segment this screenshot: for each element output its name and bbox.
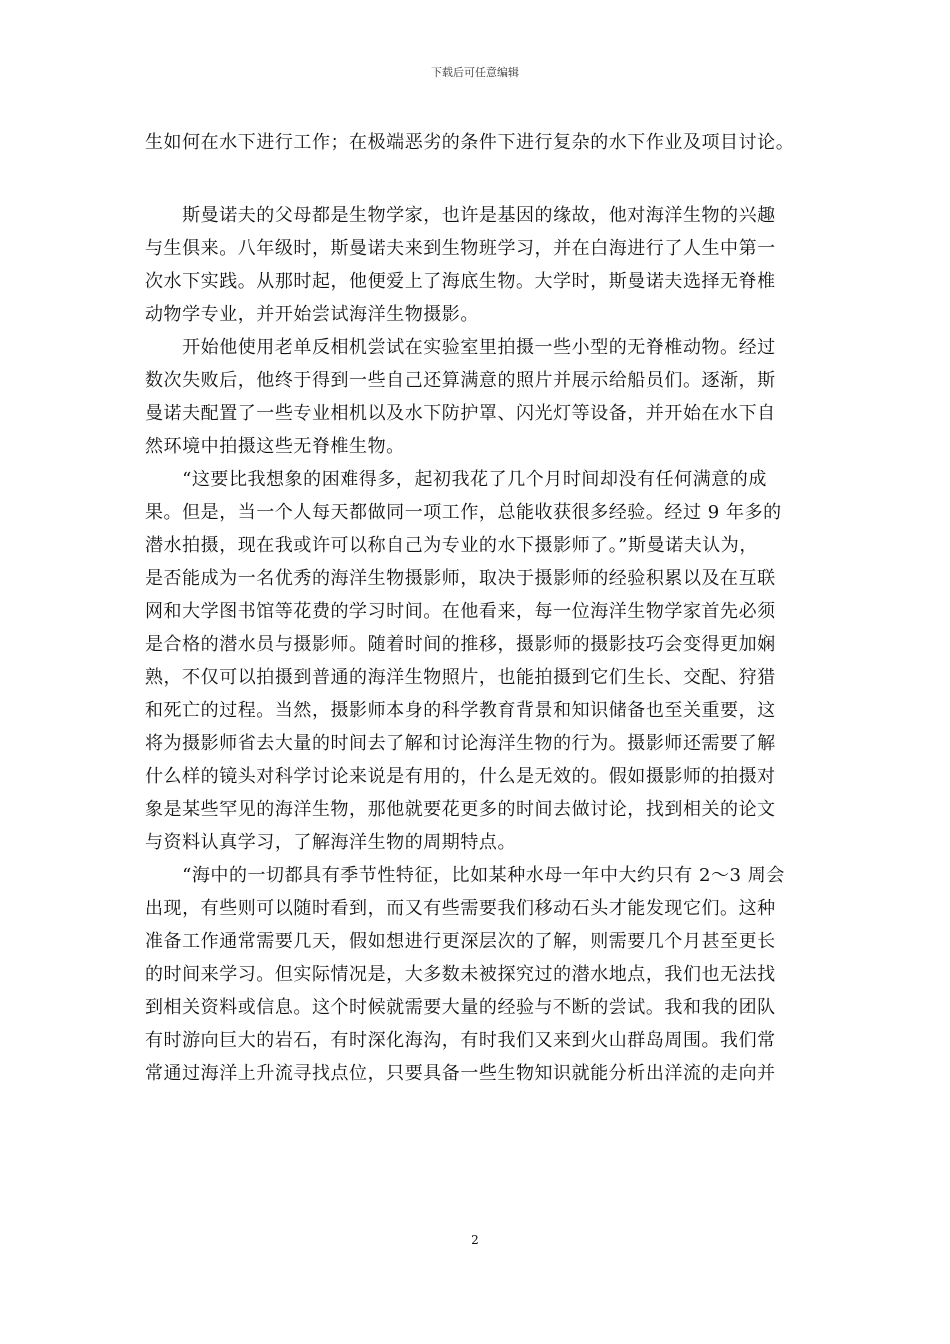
text-line: 动物学专业，并开始尝试海洋生物摄影。 <box>145 304 479 325</box>
text-line: 曼诺夫配置了一些专业相机以及水下防护罩、闪光灯等设备，并开始在水下自 <box>145 403 776 424</box>
text-line: 象是某些罕见的海洋生物，那他就要花更多的时间去做讨论，找到相关的论文 <box>145 799 776 820</box>
text-line: 的时间来学习。但实际情况是，大多数未被探究过的潜水地点，我们也无法找 <box>145 964 776 985</box>
page-header: 下载后可任意编辑 <box>431 66 519 79</box>
text-line: 果。但是，当一个人每天都做同一项工作，总能收获很多经验。经过 9 年多的 <box>145 502 782 523</box>
text-line: “海中的一切都具有季节性特征，比如某种水母一年中大约只有 2～3 周会 <box>145 865 785 886</box>
text-line: 将为摄影师省去大量的时间去了解和讨论海洋生物的行为。摄影师还需要了解 <box>145 733 776 754</box>
text-line: 与资料认真学习，了解海洋生物的周期特点。 <box>145 832 516 853</box>
text-line: 生如何在水下进行工作；在极端恶劣的条件下进行复杂的水下作业及项目讨论。 <box>145 132 795 153</box>
text-line: 到相关资料或信息。这个时候就需要大量的经验与不断的尝试。我和我的团队 <box>145 997 776 1018</box>
text-line: 熟，不仅可以拍摄到普通的海洋生物照片，也能拍摄到它们生长、交配、狩猎 <box>145 667 776 688</box>
text-line: 出现，有些则可以随时看到，而又有些需要我们移动石头才能发现它们。这种 <box>145 898 776 919</box>
paragraph-continuation <box>145 126 810 159</box>
text-line: 开始他使用老单反相机尝试在实验室里拍摄一些小型的无脊椎动物。经过 <box>145 337 776 358</box>
text-line: 是合格的潜水员与摄影师。随着时间的推移，摄影师的摄影技巧会变得更加娴 <box>145 634 776 655</box>
text-line: 次水下实践。从那时起，他便爱上了海底生物。大学时，斯曼诺夫选择无脊椎 <box>145 271 776 292</box>
text-line: 常通过海洋上升流寻找点位，只要具备一些生物知识就能分析出洋流的走向并 <box>145 1063 776 1084</box>
text-line: 什么样的镜头对科学讨论来说是有用的，什么是无效的。假如摄影师的拍摄对 <box>145 766 776 787</box>
text-line: “这要比我想象的困难得多，起初我花了几个月时间却没有任何满意的成 <box>145 469 767 490</box>
text-line: 然环境中拍摄这些无脊椎生物。 <box>145 436 405 457</box>
text-line: 网和大学图书馆等花费的学习时间。在他看来，每一位海洋生物学家首先必须 <box>145 601 776 622</box>
page-number: 2 <box>471 1233 479 1247</box>
text-line: 与生俱来。八年级时，斯曼诺夫来到生物班学习，并在白海进行了人生中第一 <box>145 238 776 259</box>
text-line: 和死亡的过程。当然，摄影师本身的科学教育背景和知识储备也至关重要，这 <box>145 700 776 721</box>
document-body <box>145 126 810 1090</box>
text-line: 数次失败后，他终于得到一些自己还算满意的照片并展示给船员们。逐渐，斯 <box>145 370 776 391</box>
text-line: 是否能成为一名优秀的海洋生物摄影师，取决于摄影师的经验积累以及在互联 <box>145 568 776 589</box>
text-line: 准备工作通常需要几天，假如想进行更深层次的了解，则需要几个月甚至更长 <box>145 931 776 952</box>
text-line: 有时游向巨大的岩石，有时深化海沟，有时我们又来到火山群岛周围。我们常 <box>145 1030 776 1051</box>
text-line: 潜水拍摄，现在我或许可以称自己为专业的水下摄影师了。”斯曼诺夫认为， <box>145 535 758 556</box>
paragraph-gap <box>145 159 810 199</box>
text-line: 斯曼诺夫的父母都是生物学家，也许是基因的缘故，他对海洋生物的兴趣 <box>145 205 776 226</box>
main-paragraphs <box>145 199 810 1090</box>
